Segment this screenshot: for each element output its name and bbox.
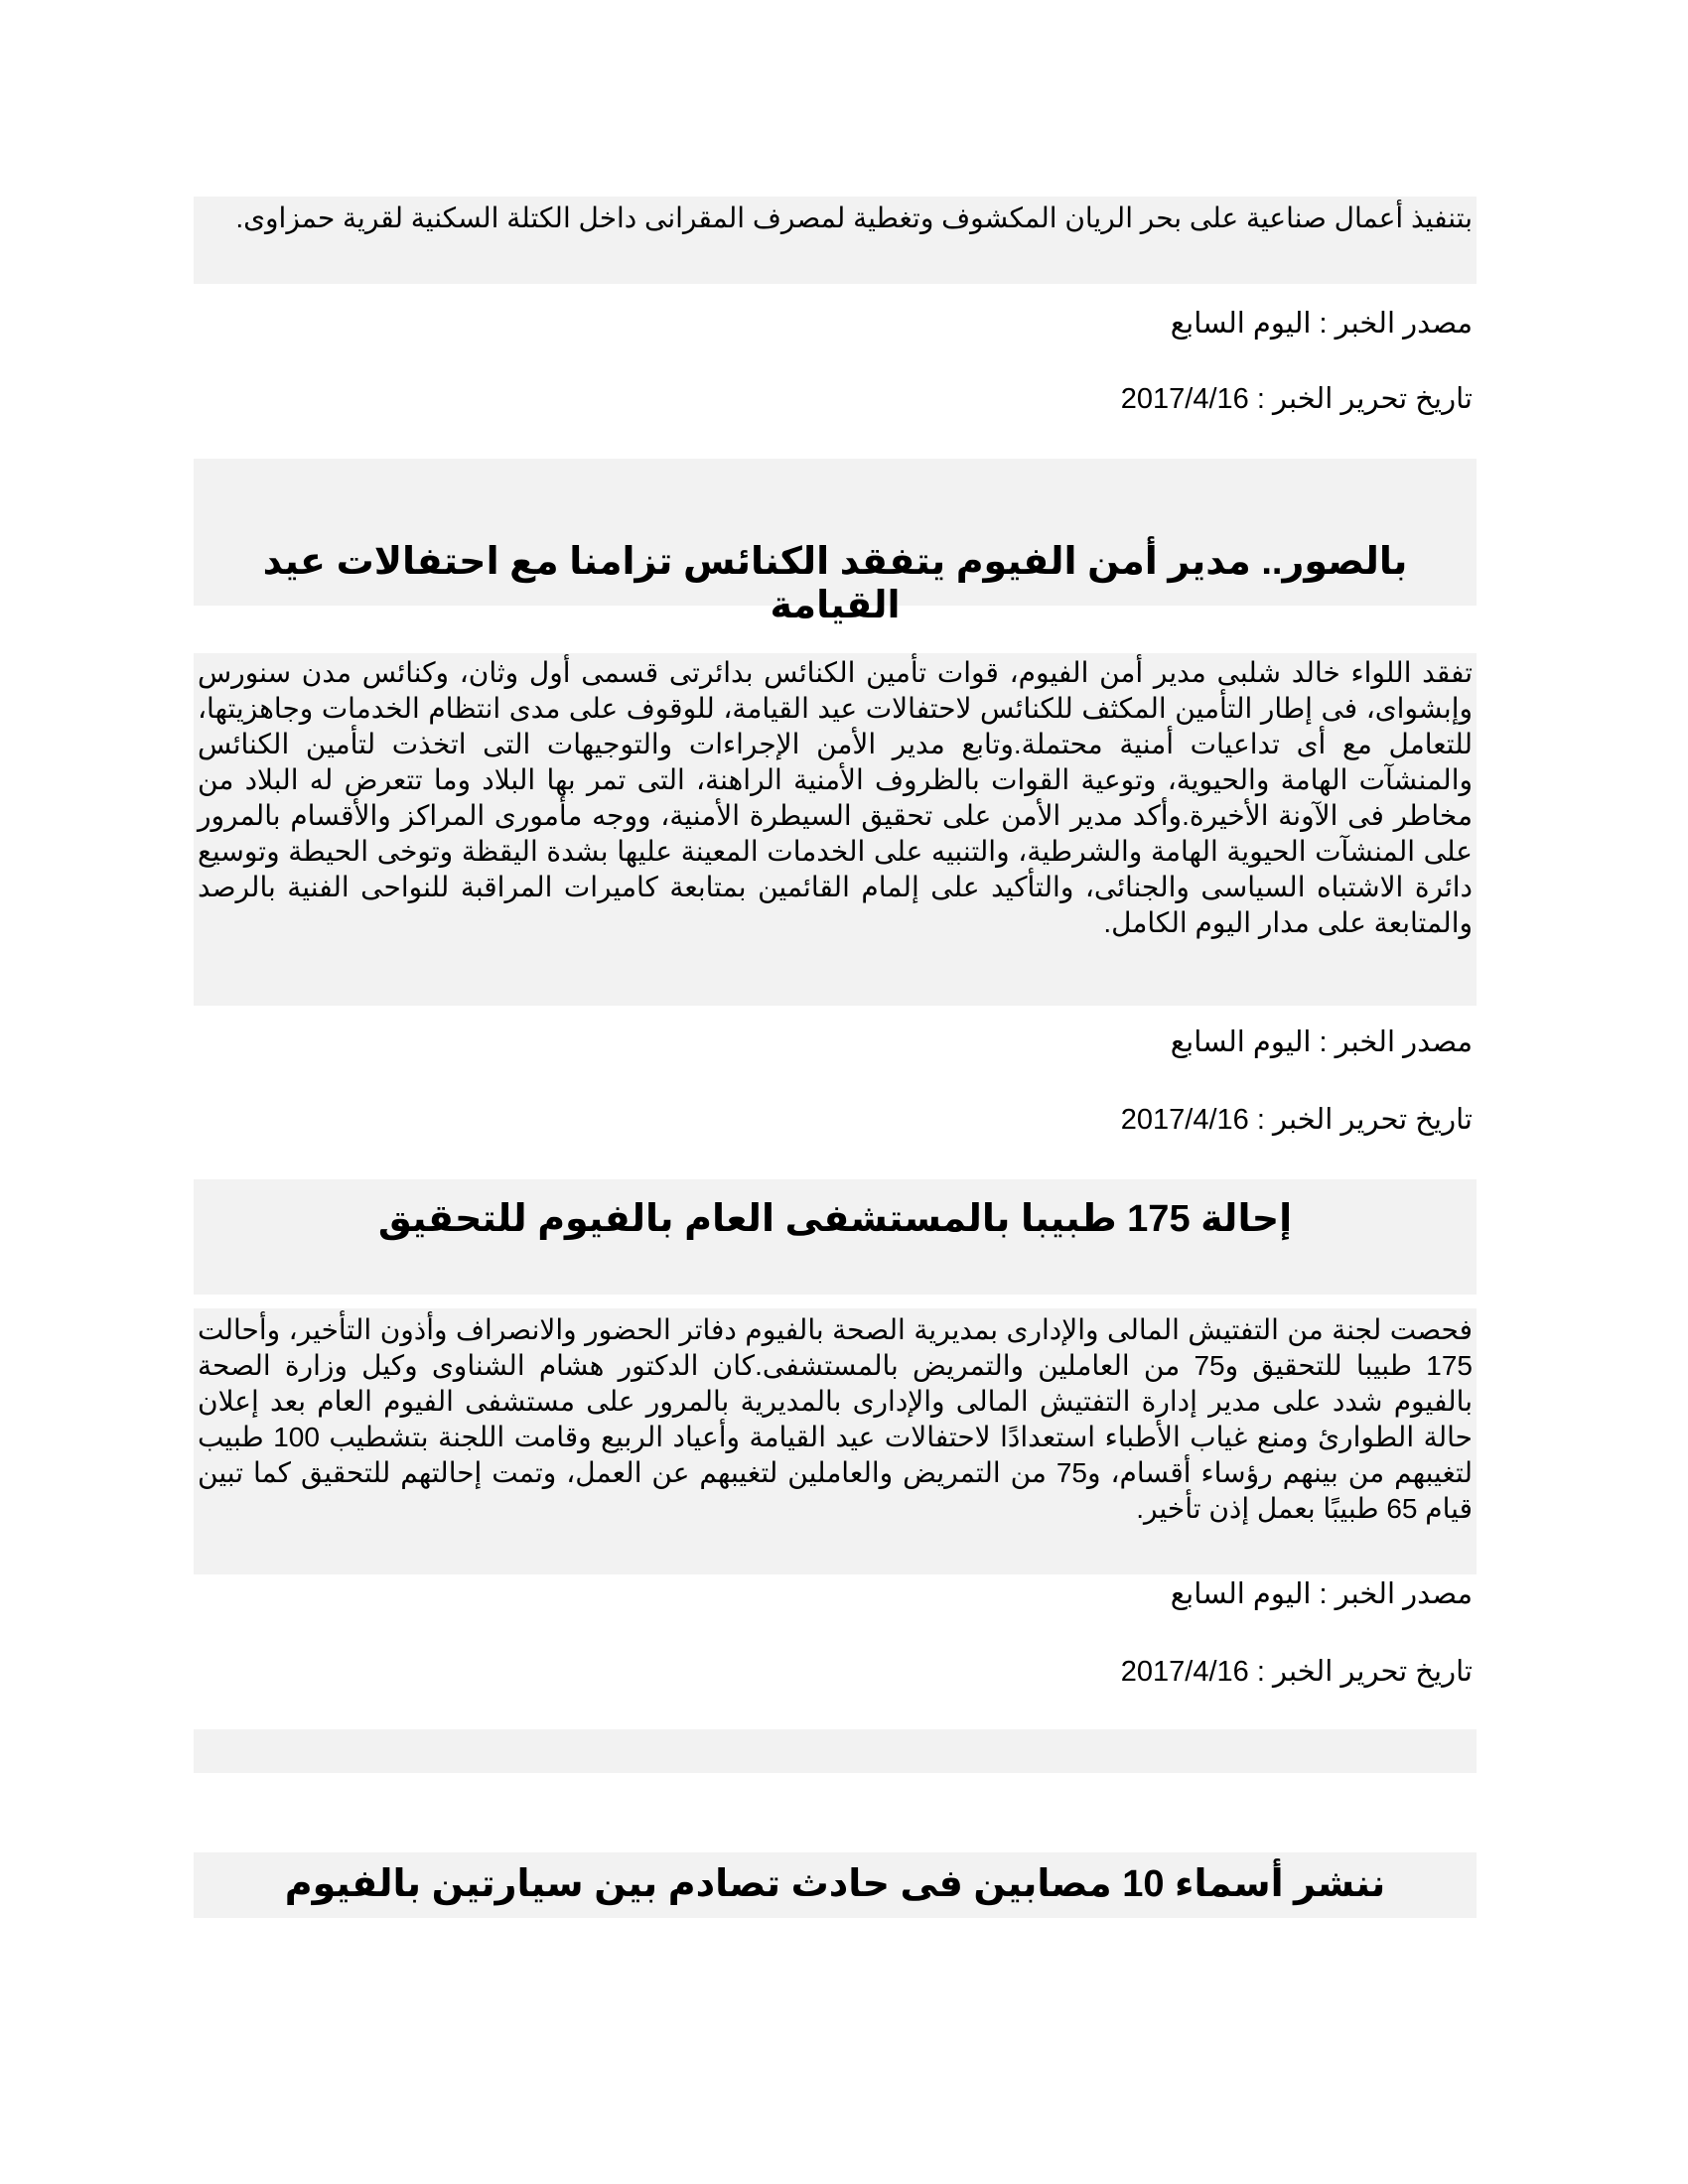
news-source: مصدر الخبر : اليوم السابع [1170, 1578, 1473, 1610]
article-title-box [194, 459, 1477, 626]
news-date: تاريخ تحرير الخبر : 2017/4/16 [1120, 1104, 1473, 1136]
article-title: إحالة 175 طبيبا بالمستشفى العام بالفيوم للتحقيق [377, 1198, 1293, 1240]
article-title: بالصور.. مدير أمن الفيوم يتفقد الكنائس تزامنا مع احتفالات عيد القيامة [262, 541, 1408, 626]
news-date: تاريخ تحرير الخبر : 2017/4/16 [1120, 1656, 1473, 1688]
article-body: تفقد اللواء خالد شلبى مدير أمن الفيوم، قوات تأمين الكنائس بدائرتى قسمى أول وثان، وكنائس مدن سنورس وإبشواى، فى إطار التأمين المكثف للكنائس لاحتفالات عيد القيامة، للوقوف على مدى انتظام الخدمات وجاهزيتها، للتعامل مع أى تداعيات أمنية محتملة.وتابع مدير الأمن الإجراءات والتوجيهات التى اتخذت لتأمين الكنائس والمنشآت الهامة والحيوية، وتوعية القوات بالظروف الأمنية الراهنة، التى تمر بها البلاد وما تتعرض له البلاد من مخاطر فى الآونة الأخيرة.وأكد مدير الأمن على تحقيق السيطرة الأمنية، ووجه مأمورى المراكز والأقسام بالمرور على المنشآت الحيوية الهامة والشرطية، والتنبيه على الخدمات المعينة عليها بشدة اليقظة وتوخى الحيطة وتوسيع دائرة الاشتباه السياسى والجنائى، والتأكيد على إلمام القائمين بمتابعة كاميرات المراقبة للنواحى الفنية بالرصد والمتابعة على مدار اليوم الكامل. [194, 653, 1477, 1006]
article-title-box [194, 1852, 1477, 1918]
empty-shaded-row [194, 1729, 1477, 1773]
article-title-box [194, 1179, 1477, 1295]
article-body: بتنفيذ أعمال صناعية على بحر الريان المكشوف وتغطية لمصرف المقرانى داخل الكتلة السكنية لقرية حمزاوى. [194, 197, 1477, 284]
news-date: تاريخ تحرير الخبر : 2017/4/16 [1120, 383, 1473, 415]
news-source: مصدر الخبر : اليوم السابع [1170, 308, 1473, 340]
news-source: مصدر الخبر : اليوم السابع [1170, 1026, 1473, 1058]
article-title: ننشر أسماء 10 مصابين فى حادث تصادم بين سيارتين بالفيوم [284, 1863, 1386, 1905]
article-body: فحصت لجنة من التفتيش المالى والإدارى بمديرية الصحة بالفيوم دفاتر الحضور والانصراف وأذون التأخير، وأحالت 175 طبيبا للتحقيق و75 من العاملين والتمريض بالمستشفى.كان الدكتور هشام الشناوى وكيل وزارة الصحة بالفيوم شدد على مدير إدارة التفتيش المالى والإدارى بالمديرية بالمرور على مستشفى الفيوم العام بعد إعلان حالة الطوارئ ومنع غياب الأطباء استعدادًا لاحتفالات عيد القيامة وأعياد الربيع وقامت اللجنة بتشطيب 100 طبيب لتغيبهم من بينهم رؤساء أقسام، و75 من التمريض والعاملين لتغيبهم عن العمل، وتمت إحالتهم للتحقيق كما تبين قيام 65 طبيبًا بعمل إذن تأخير. [194, 1308, 1477, 1574]
